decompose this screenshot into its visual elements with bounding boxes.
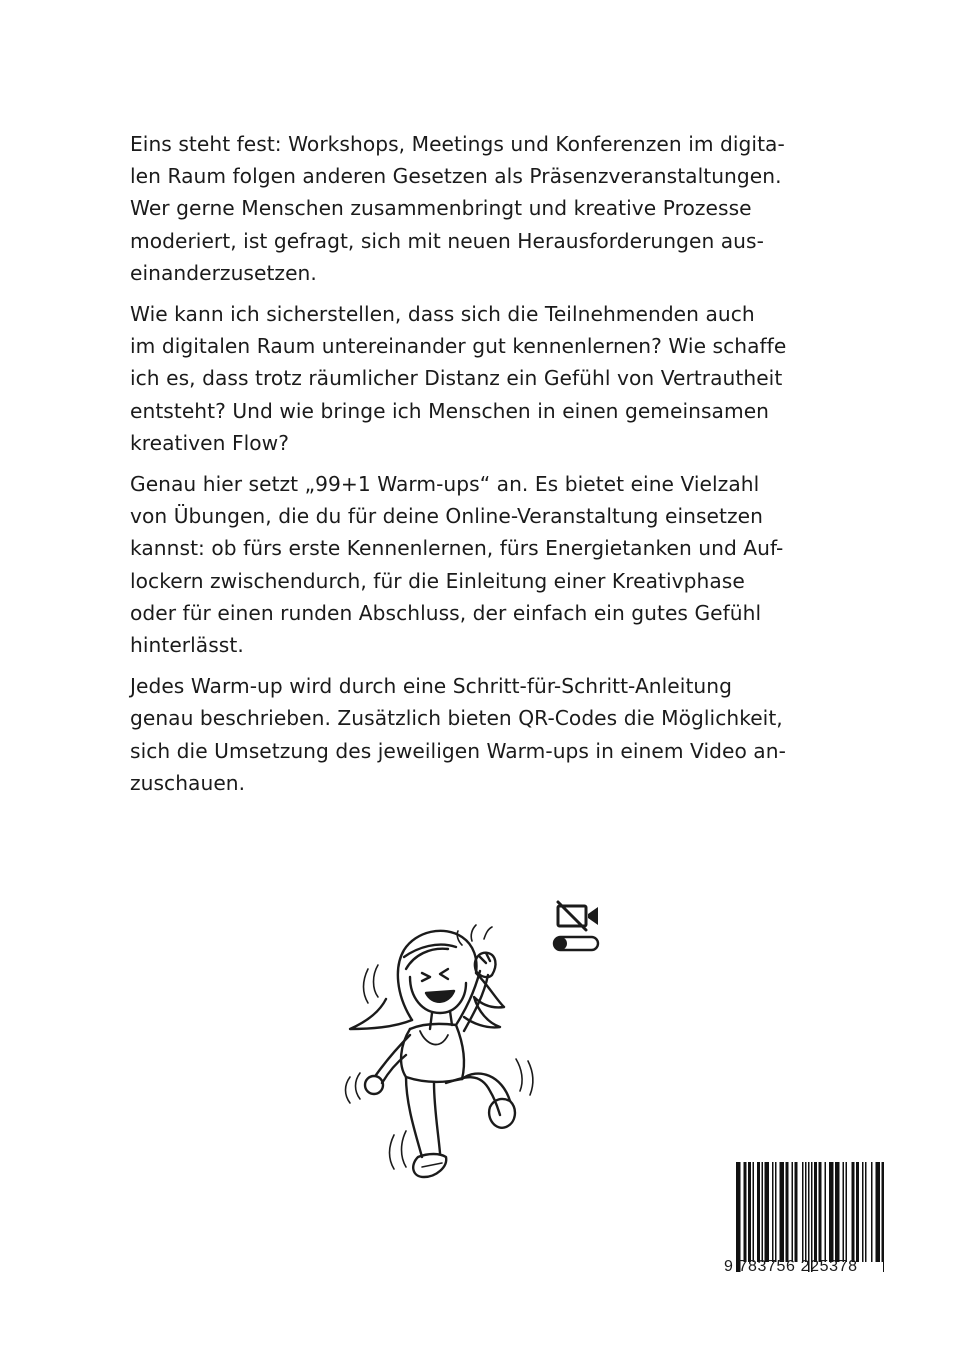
barcode-bar bbox=[876, 1162, 878, 1262]
barcode-bar bbox=[795, 1162, 797, 1262]
text-line: lockern zwischendurch, für die Einleitung einer Kreativphase bbox=[130, 568, 745, 593]
text-line: oder für einen runden Abschluss, der einfach ein gutes Gefühl bbox=[130, 600, 762, 625]
paragraph-2 bbox=[130, 298, 830, 459]
barcode-bar bbox=[750, 1162, 752, 1262]
barcode-bar bbox=[739, 1162, 741, 1272]
barcode-bar bbox=[792, 1162, 794, 1262]
text-line: kannst: ob fürs erste Kennenlernen, fürs Energietanken und Auf- bbox=[130, 536, 784, 561]
isbn-barcode bbox=[724, 1160, 884, 1290]
text-line: Genau hier setzt „99+1 Warm-ups“ an. Es bietet eine Vielzahl bbox=[130, 472, 760, 497]
barcode-bar bbox=[820, 1162, 822, 1262]
barcode-bar bbox=[787, 1162, 789, 1262]
barcode-bar bbox=[759, 1162, 761, 1262]
text-line: len Raum folgen anderen Gesetzen als Präsenzveranstaltungen. bbox=[130, 164, 782, 189]
barcode-bar bbox=[837, 1162, 839, 1262]
text-line: von Übungen, die du für deine Online-Veranstaltung einsetzen bbox=[130, 504, 763, 529]
barcode-bar bbox=[781, 1162, 783, 1262]
text-line: Wer gerne Menschen zusammenbringt und kreative Prozesse bbox=[130, 196, 752, 221]
barcode-bar bbox=[796, 1162, 798, 1262]
barcode-bar bbox=[853, 1162, 855, 1262]
barcode-bar bbox=[862, 1162, 864, 1262]
barcode-bar bbox=[745, 1162, 747, 1262]
barcode-bar bbox=[783, 1162, 785, 1262]
barcode-bar bbox=[871, 1162, 873, 1262]
paragraph-4 bbox=[130, 670, 830, 799]
text-line: einanderzusetzen. bbox=[130, 260, 317, 285]
barcode-bar bbox=[865, 1162, 867, 1262]
text-line: entsteht? Und wie bringe ich Menschen in einen gemeinsamen bbox=[130, 398, 770, 423]
barcode-bar bbox=[882, 1162, 884, 1262]
barcode-bar bbox=[814, 1162, 816, 1262]
barcode-bar bbox=[843, 1162, 845, 1262]
barcode-bar bbox=[832, 1162, 834, 1262]
barcode-bar bbox=[736, 1162, 738, 1272]
text-line: genau beschrieben. Zusätzlich bieten QR-Codes die Möglichkeit, bbox=[130, 706, 783, 731]
barcode-bar bbox=[786, 1162, 788, 1262]
barcode-bar bbox=[765, 1162, 767, 1262]
barcode-bar bbox=[819, 1162, 821, 1262]
barcode-bar bbox=[883, 1162, 884, 1272]
barcode-bar bbox=[744, 1162, 746, 1262]
barcode-bar bbox=[768, 1162, 770, 1262]
barcode-bar bbox=[856, 1162, 858, 1262]
barcode-bar bbox=[780, 1162, 782, 1262]
barcode-bar bbox=[762, 1162, 764, 1262]
text-line: Jedes Warm-up wird durch eine Schritt-für-Schritt-Anleitung bbox=[130, 674, 732, 699]
barcode-bar bbox=[835, 1162, 837, 1262]
text-line: sich die Umsetzung des jeweiligen Warm-ups in einem Video an- bbox=[130, 738, 786, 763]
barcode-bar bbox=[838, 1162, 840, 1262]
barcode-bar bbox=[753, 1162, 755, 1262]
barcode-bar bbox=[805, 1162, 807, 1262]
barcode-bar bbox=[846, 1162, 848, 1262]
barcode-bar bbox=[738, 1162, 740, 1272]
dancing-woman-illustration bbox=[340, 895, 540, 1195]
barcode-bar bbox=[808, 1162, 810, 1272]
toggle-switch-icon bbox=[554, 937, 598, 950]
barcode-bar bbox=[816, 1162, 818, 1262]
blurb-text bbox=[130, 128, 830, 808]
paragraph-1 bbox=[130, 128, 830, 289]
video-off-icon bbox=[550, 898, 604, 956]
text-line: hinterlässt. bbox=[130, 633, 244, 658]
text-line: kreativen Flow? bbox=[130, 430, 289, 455]
text-line: ich es, dass trotz räumlicher Distanz ein Gefühl von Vertrautheit bbox=[130, 366, 783, 391]
barcode-bar bbox=[802, 1162, 804, 1262]
barcode-bar bbox=[811, 1162, 813, 1272]
text-line: im digitalen Raum untereinander gut kennenlernen? Wie schaffe bbox=[130, 334, 787, 359]
barcode-bar bbox=[877, 1162, 879, 1262]
text-line: Wie kann ich sicherstellen, dass sich die Teilnehmenden auch bbox=[130, 302, 755, 327]
barcode-bar bbox=[831, 1162, 833, 1262]
barcode-bar bbox=[775, 1162, 777, 1262]
text-line: moderiert, ist gefragt, sich mit neuen Herausforderungen aus- bbox=[130, 228, 764, 253]
barcode-bar bbox=[829, 1162, 831, 1262]
barcode-bar bbox=[766, 1162, 768, 1262]
barcode-bar bbox=[757, 1162, 759, 1262]
barcode-bar bbox=[772, 1162, 774, 1262]
barcode-bar bbox=[858, 1162, 860, 1262]
paragraph-3 bbox=[130, 468, 830, 661]
barcode-bar bbox=[852, 1162, 854, 1262]
barcode-bar bbox=[748, 1162, 750, 1262]
text-line: zuschauen. bbox=[130, 770, 246, 795]
isbn-number: 9 783756 225378 bbox=[724, 1258, 858, 1275]
text-line: Eins steht fest: Workshops, Meetings und Konferenzen im digita- bbox=[130, 132, 785, 156]
barcode-bar bbox=[879, 1162, 881, 1262]
barcode-bar bbox=[825, 1162, 827, 1262]
